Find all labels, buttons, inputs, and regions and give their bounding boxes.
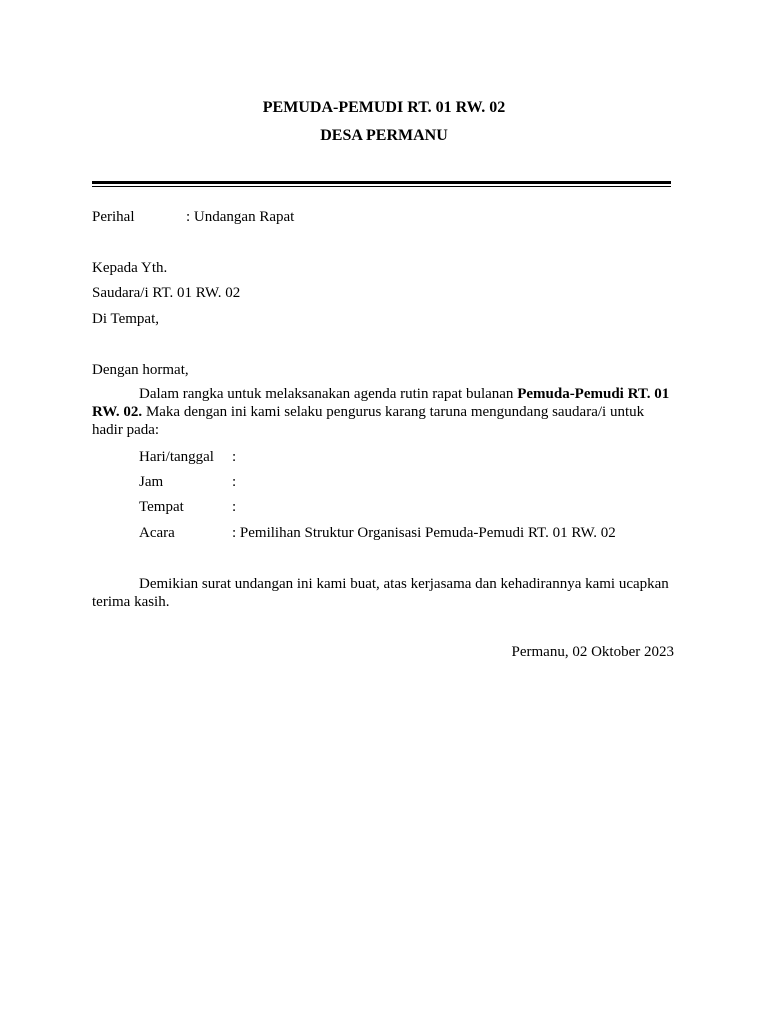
body-paragraph-suffix: Maka dengan ini kami selaku pengurus karang taruna mengundang saudara/i untuk hadir pada:	[92, 404, 645, 438]
recipient-line-1: Kepada Yth.	[92, 260, 168, 276]
detail-value-place: :	[232, 499, 237, 515]
letter-header-org: PEMUDA-PEMUDI RT. 01 RW. 02	[262, 99, 506, 116]
detail-label-event: Acara	[139, 525, 175, 541]
closing-paragraph: Demikian surat undangan ini kami buat, atas kerjasama dan kehadirannya kami ucapkan terima kasih.	[92, 576, 669, 610]
signature-place-date: Permanu, 02 Oktober 2023	[511, 644, 674, 660]
recipient-line-3: Di Tempat,	[92, 311, 159, 327]
detail-value-date: :	[232, 449, 237, 465]
body-paragraph-prefix: Dalam rangka untuk melaksanakan agenda rutin rapat bulanan	[139, 386, 518, 402]
header-rule-thin	[92, 186, 671, 187]
letter-header-village: DESA PERMANU	[320, 127, 448, 144]
body-paragraph-bold: Pemuda-Pemudi RT. 01 RW. 02.	[92, 386, 670, 420]
body-paragraph	[92, 385, 676, 439]
detail-value-time: :	[232, 474, 237, 490]
detail-label-place: Tempat	[139, 499, 184, 515]
greeting: Dengan hormat,	[92, 362, 189, 378]
recipient-line-2: Saudara/i RT. 01 RW. 02	[92, 285, 241, 301]
header-rule-thick	[92, 181, 671, 184]
detail-label-date: Hari/tanggal	[139, 449, 214, 465]
detail-label-time: Jam	[139, 474, 164, 490]
detail-value-event: : Pemilihan Struktur Organisasi Pemuda-Pemudi RT. 01 RW. 02	[232, 525, 616, 541]
perihal-label: Perihal	[92, 209, 135, 225]
perihal-value: : Undangan Rapat	[186, 209, 295, 225]
